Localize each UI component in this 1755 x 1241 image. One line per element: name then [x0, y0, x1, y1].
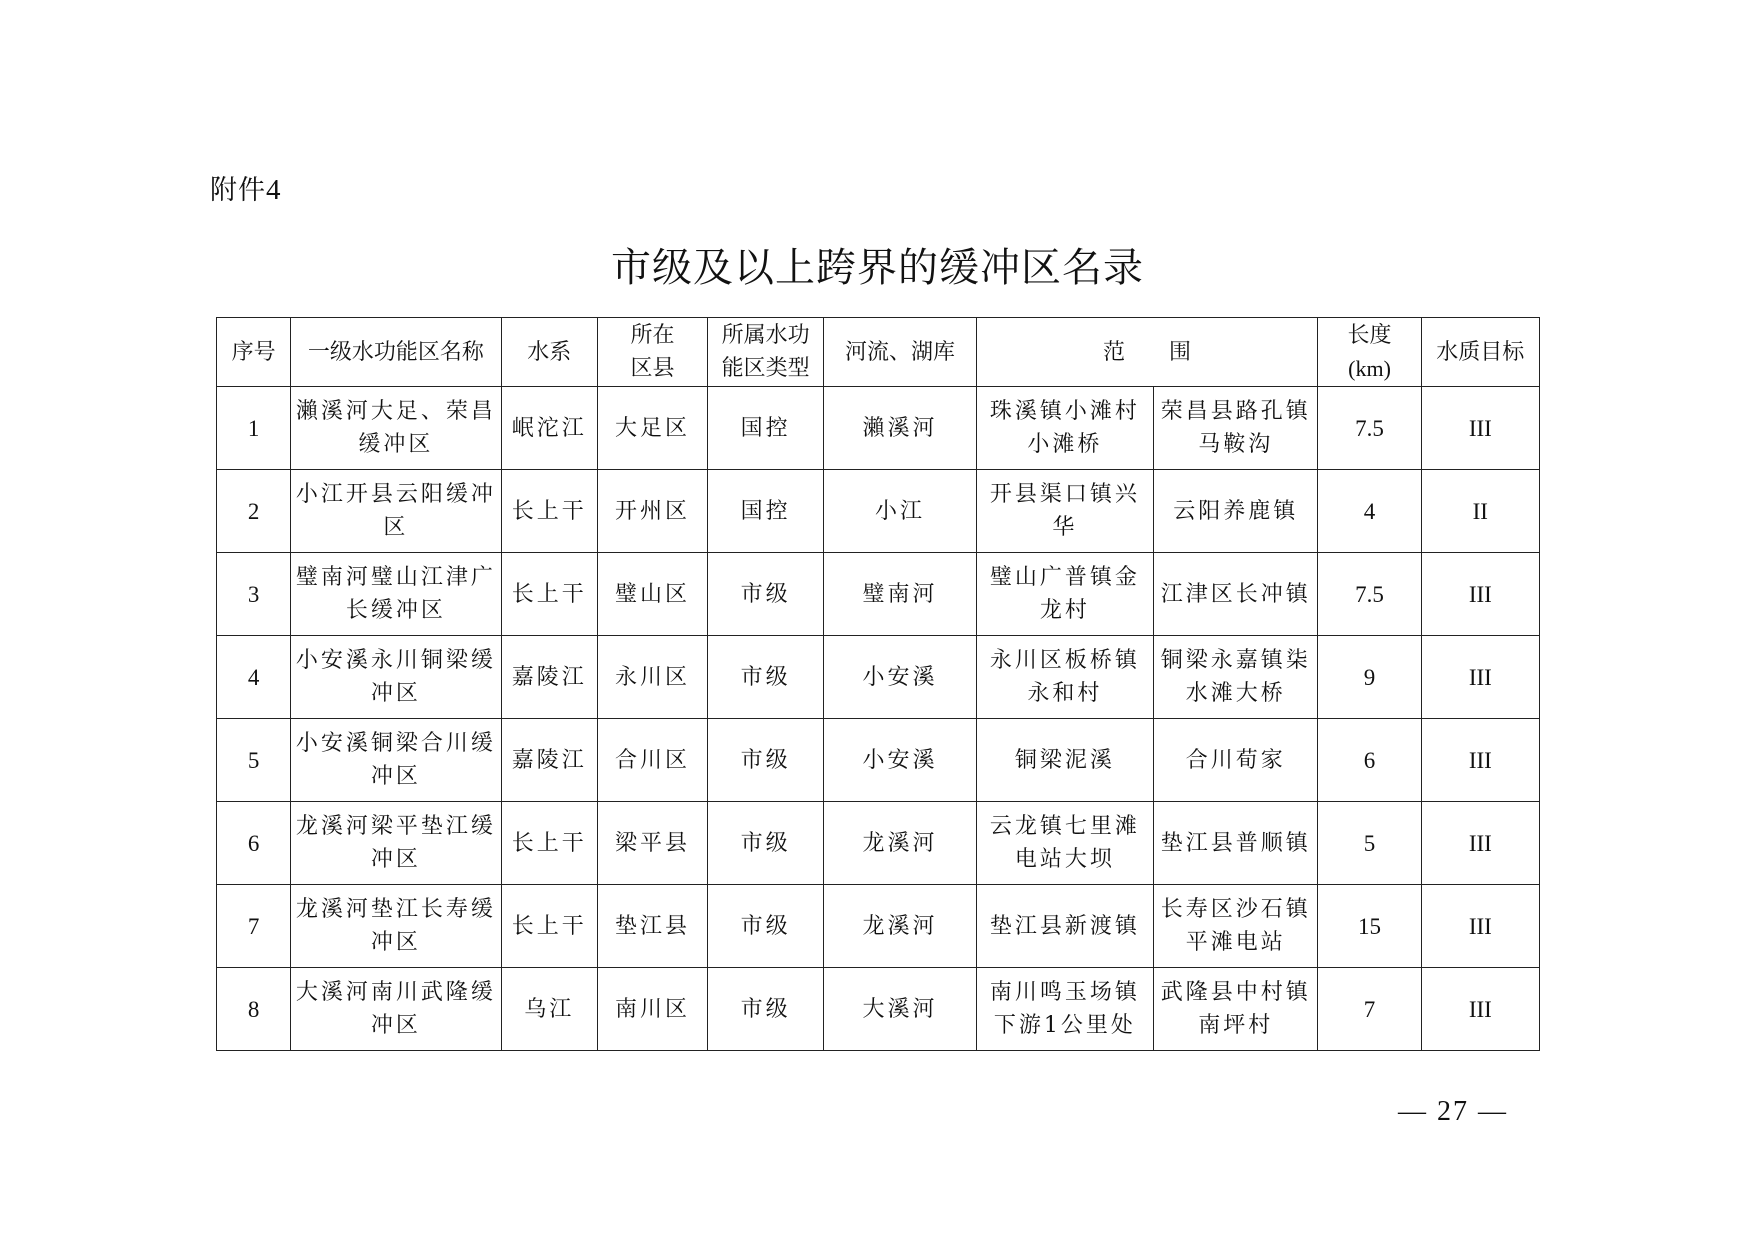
row-range-start: 永川区板桥镇永和村 [976, 636, 1153, 719]
row-length: 7.5 [1318, 553, 1421, 636]
row-water-system: 乌江 [501, 968, 597, 1051]
row-serial: 2 [217, 470, 291, 553]
header-river: 河流、湖库 [824, 318, 976, 387]
row-range-end: 合川荀家 [1154, 719, 1318, 802]
row-length: 5 [1318, 802, 1421, 885]
row-zone-name: 璧南河璧山江津广长缓冲区 [291, 553, 501, 636]
row-length: 7.5 [1318, 387, 1421, 470]
row-serial: 3 [217, 553, 291, 636]
row-range-start: 云龙镇七里滩电站大坝 [976, 802, 1153, 885]
table-row [217, 719, 1540, 802]
row-zone-type: 市级 [708, 968, 824, 1051]
row-zone-name: 龙溪河梁平垫江缓冲区 [291, 802, 501, 885]
header-length-line2: (km) [1348, 355, 1391, 381]
row-zone-type: 市级 [708, 719, 824, 802]
row-serial: 7 [217, 885, 291, 968]
row-length: 7 [1318, 968, 1421, 1051]
row-range-start: 开县渠口镇兴华 [976, 470, 1153, 553]
row-range-end: 铜梁永嘉镇柒水滩大桥 [1154, 636, 1318, 719]
header-quality-target: 水质目标 [1421, 318, 1539, 387]
table-row [217, 802, 1540, 885]
page-title: 市级及以上跨界的缓冲区名录 [611, 245, 1144, 291]
header-zone-type [708, 318, 824, 387]
row-quality-target: II [1421, 470, 1539, 553]
header-length [1318, 318, 1421, 387]
row-range-start: 铜梁泥溪 [976, 719, 1153, 802]
attachment-label [210, 168, 282, 207]
page-number: — 27 — [1398, 1096, 1508, 1127]
row-quality-target: III [1421, 636, 1539, 719]
header-serial: 序号 [217, 318, 291, 387]
row-range-end: 云阳养鹿镇 [1154, 470, 1318, 553]
row-zone-name: 小安溪铜梁合川缓冲区 [291, 719, 501, 802]
row-zone-type: 市级 [708, 885, 824, 968]
header-type-line1: 所属水功 [721, 323, 810, 348]
row-length: 4 [1318, 470, 1421, 553]
row-district: 大足区 [597, 387, 707, 470]
row-length: 9 [1318, 636, 1421, 719]
row-district: 南川区 [597, 968, 707, 1051]
row-zone-name: 龙溪河垫江长寿缓冲区 [291, 885, 501, 968]
row-serial: 5 [217, 719, 291, 802]
row-range-start: 南川鸣玉场镇下游1公里处 [976, 968, 1153, 1051]
row-quality-target: III [1421, 802, 1539, 885]
row-quality-target: III [1421, 968, 1539, 1051]
row-river: 瀨溪河 [824, 387, 976, 470]
attachment-number: 4 [266, 174, 282, 206]
attachment-label-text: 附件 [210, 175, 266, 206]
header-length-line1: 长度 [1347, 322, 1392, 348]
row-river: 龙溪河 [824, 802, 976, 885]
row-zone-type: 国控 [708, 470, 824, 553]
table-row [217, 885, 1540, 968]
table-header-row [217, 318, 1540, 387]
row-zone-type: 市级 [708, 636, 824, 719]
row-range-end: 荣昌县路孔镇马鞍沟 [1154, 387, 1318, 470]
row-quality-target: III [1421, 885, 1539, 968]
row-serial: 4 [217, 636, 291, 719]
row-zone-type: 市级 [708, 553, 824, 636]
row-serial: 6 [217, 802, 291, 885]
row-zone-type: 市级 [708, 802, 824, 885]
table-row [217, 470, 1540, 553]
row-river: 小江 [824, 470, 976, 553]
header-type-line2: 能区类型 [721, 356, 810, 381]
row-range-end: 武隆县中村镇南坪村 [1154, 968, 1318, 1051]
row-water-system: 嘉陵江 [501, 719, 597, 802]
row-length: 15 [1318, 885, 1421, 968]
table-row [217, 636, 1540, 719]
row-river: 小安溪 [824, 719, 976, 802]
row-water-system: 长上干 [501, 802, 597, 885]
row-length: 6 [1318, 719, 1421, 802]
row-range-start: 珠溪镇小滩村小滩桥 [976, 387, 1153, 470]
row-district: 璧山区 [597, 553, 707, 636]
row-zone-type: 国控 [708, 387, 824, 470]
row-water-system: 岷沱江 [501, 387, 597, 470]
row-district: 开州区 [597, 470, 707, 553]
row-water-system: 嘉陵江 [501, 636, 597, 719]
row-quality-target: III [1421, 719, 1539, 802]
row-zone-name: 大溪河南川武隆缓冲区 [291, 968, 501, 1051]
row-quality-target: III [1421, 387, 1539, 470]
header-district-line1: 所在 [630, 323, 675, 348]
row-water-system: 长上干 [501, 470, 597, 553]
row-river: 大溪河 [824, 968, 976, 1051]
row-river: 小安溪 [824, 636, 976, 719]
row-river: 璧南河 [824, 553, 976, 636]
row-district: 梁平县 [597, 802, 707, 885]
row-water-system: 长上干 [501, 885, 597, 968]
row-range-end: 江津区长冲镇 [1154, 553, 1318, 636]
row-district: 合川区 [597, 719, 707, 802]
table-row [217, 387, 1540, 470]
row-district: 永川区 [597, 636, 707, 719]
row-zone-name: 小江开县云阳缓冲区 [291, 470, 501, 553]
header-district-line2: 区县 [630, 356, 675, 381]
row-district: 垫江县 [597, 885, 707, 968]
row-serial: 1 [217, 387, 291, 470]
row-zone-name: 瀨溪河大足、荣昌缓冲区 [291, 387, 501, 470]
table-row [217, 968, 1540, 1051]
row-range-start: 璧山广普镇金龙村 [976, 553, 1153, 636]
buffer-zone-table [216, 317, 1540, 1051]
row-range-end: 垫江县普顺镇 [1154, 802, 1318, 885]
row-quality-target: III [1421, 553, 1539, 636]
row-river: 龙溪河 [824, 885, 976, 968]
header-district [597, 318, 707, 387]
row-serial: 8 [217, 968, 291, 1051]
header-zone-name: 一级水功能区名称 [291, 318, 501, 387]
row-zone-name: 小安溪永川铜梁缓冲区 [291, 636, 501, 719]
row-range-end: 长寿区沙石镇平滩电站 [1154, 885, 1318, 968]
header-range: 范 围 [976, 318, 1318, 387]
table-row [217, 553, 1540, 636]
row-range-start: 垫江县新渡镇 [976, 885, 1153, 968]
row-water-system: 长上干 [501, 553, 597, 636]
header-water-system: 水系 [501, 318, 597, 387]
